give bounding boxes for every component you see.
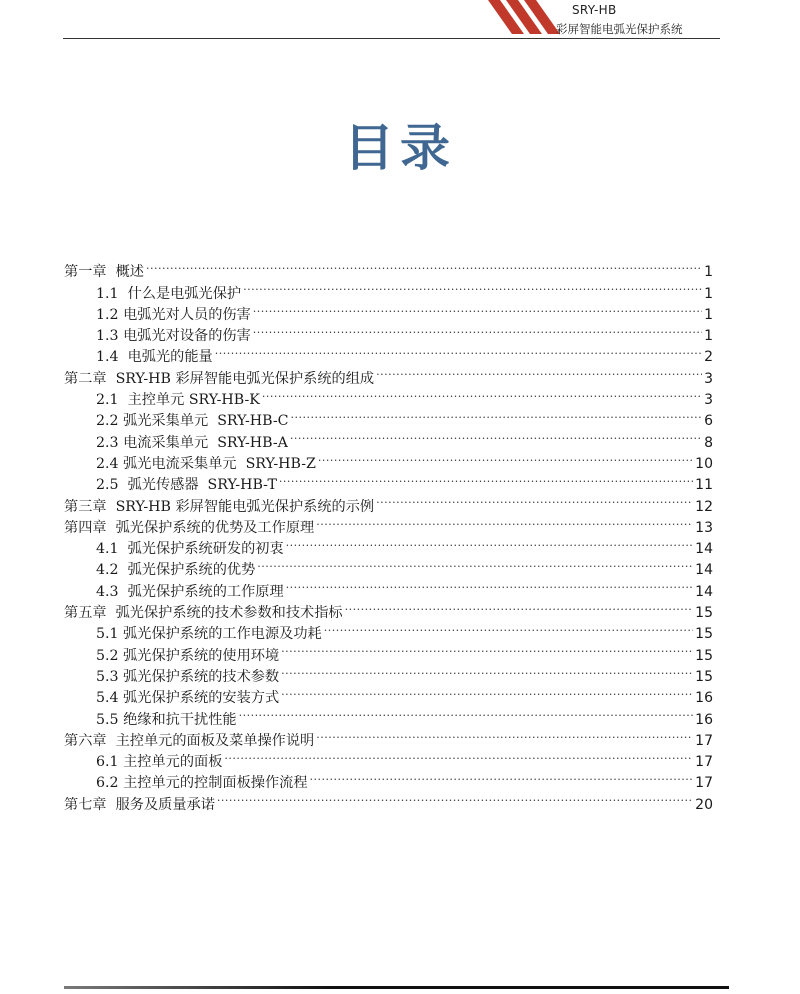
toc-entry-label: 第三章 SRY-HB 彩屏智能电弧光保护系统的示例 <box>64 498 375 515</box>
footer-divider <box>64 986 729 989</box>
toc-dot-leader <box>257 553 693 574</box>
toc-entry-page-number: 6 <box>704 413 713 430</box>
toc-dot-leader <box>279 468 693 489</box>
toc-entry-label: 第五章 弧光保护系统的技术参数和技术指标 <box>64 605 343 622</box>
toc-entry-label: 5.4 弧光保护系统的安装方式 <box>96 690 280 707</box>
toc-entry-page-number: 16 <box>695 690 713 707</box>
toc-entry-page-number: 1 <box>704 306 713 323</box>
toc-entry-label: 第一章 概述 <box>64 264 144 281</box>
header-divider <box>63 38 720 39</box>
toc-entry-label: 2.4 弧光电流采集单元 SRY-HB-Z <box>96 455 316 472</box>
toc-entry-label: 第二章 SRY-HB 彩屏智能电弧光保护系统的组成 <box>64 370 375 387</box>
toc-dot-leader <box>281 681 693 702</box>
toc-entry-page-number: 11 <box>695 477 713 494</box>
toc-entry-page-number: 15 <box>695 626 713 643</box>
toc-entry-label: 第七章 服务及质量承诺 <box>64 796 215 813</box>
table-of-contents <box>64 255 713 813</box>
toc-dot-leader <box>318 447 693 468</box>
toc-entry-label: 5.3 弧光保护系统的技术参数 <box>96 668 280 685</box>
page-title: 目录 <box>344 119 456 177</box>
toc-entry-page-number: 3 <box>704 370 713 387</box>
toc-entry-label: 6.2 主控单元的控制面板操作流程 <box>96 775 308 792</box>
toc-entry-page-number: 8 <box>704 434 713 451</box>
toc-entry-page-number: 12 <box>695 498 713 515</box>
toc-entry-page-number: 17 <box>695 732 713 749</box>
toc-entry-label: 1.4 电弧光的能量 <box>96 349 213 366</box>
toc-entry-label: 6.1 主控单元的面板 <box>96 754 223 771</box>
toc-entry-page-number: 20 <box>695 796 713 813</box>
toc-entry-label: 1.2 电弧光对人员的伤害 <box>96 306 251 323</box>
toc-entry-page-number: 15 <box>695 605 713 622</box>
toc-dot-leader <box>345 596 694 617</box>
toc-entry-page-number: 14 <box>695 562 713 579</box>
toc-dot-leader <box>324 617 693 638</box>
toc-entry-label: 2.2 弧光采集单元 SRY-HB-C <box>96 413 289 430</box>
toc-dot-leader <box>291 404 703 425</box>
toc-dot-leader <box>239 702 694 723</box>
toc-dot-leader <box>290 425 702 446</box>
toc-entry-label: 4.3 弧光保护系统的工作原理 <box>96 583 284 600</box>
toc-entry-label: 5.2 弧光保护系统的使用环境 <box>96 647 280 664</box>
header-system-name: 彩屏智能电弧光保护系统 <box>556 22 683 36</box>
toc-entry-label: 2.1 主控单元 SRY-HB-K <box>96 392 260 409</box>
toc-dot-leader <box>316 511 693 532</box>
toc-dot-leader <box>217 787 693 808</box>
toc-entry-page-number: 3 <box>704 392 713 409</box>
toc-chapter-entry[interactable] <box>64 255 713 281</box>
toc-dot-leader <box>253 319 702 340</box>
toc-entry-label: 2.3 电流采集单元 SRY-HB-A <box>96 434 288 451</box>
toc-entry-page-number: 15 <box>695 668 713 685</box>
toc-entry-page-number: 1 <box>704 328 713 345</box>
toc-entry-page-number: 14 <box>695 541 713 558</box>
toc-entry-page-number: 16 <box>695 711 713 728</box>
toc-dot-leader <box>253 298 702 319</box>
toc-entry-page-number: 13 <box>695 519 713 536</box>
toc-entry-page-number: 2 <box>704 349 713 366</box>
toc-entry-label: 1.1 什么是电弧光保护 <box>96 285 242 302</box>
page-header <box>0 0 800 40</box>
toc-entry-label: 2.5 弧光传感器 SRY-HB-T <box>96 477 277 494</box>
toc-entry-page-number: 1 <box>704 285 713 302</box>
header-stripes-logo <box>480 0 560 40</box>
toc-entry-page-number: 14 <box>695 583 713 600</box>
toc-entry-page-number: 10 <box>695 455 713 472</box>
toc-entry-page-number: 17 <box>695 754 713 771</box>
toc-entry-label: 5.5 绝缘和抗干扰性能 <box>96 711 237 728</box>
toc-entry-label: 4.1 弧光保护系统研发的初衷 <box>96 541 284 558</box>
toc-dot-leader <box>224 745 693 766</box>
toc-dot-leader <box>243 276 702 297</box>
toc-entry-label: 第六章 主控单元的面板及菜单操作说明 <box>64 732 315 749</box>
toc-dot-leader <box>281 660 693 681</box>
toc-entry-label: 第四章 弧光保护系统的优势及工作原理 <box>64 519 315 536</box>
toc-entry-page-number: 15 <box>695 647 713 664</box>
toc-entry-label: 4.2 弧光保护系统的优势 <box>96 562 256 579</box>
toc-entry-page-number: 1 <box>704 264 713 281</box>
toc-dot-leader <box>376 361 702 382</box>
toc-section-entry[interactable] <box>64 276 713 302</box>
toc-dot-leader <box>215 340 702 361</box>
toc-dot-leader <box>286 532 694 553</box>
toc-dot-leader <box>146 255 702 276</box>
toc-dot-leader <box>310 766 694 787</box>
toc-dot-leader <box>316 724 693 745</box>
toc-dot-leader <box>281 638 693 659</box>
toc-dot-leader <box>286 574 694 595</box>
toc-entry-label: 5.1 弧光保护系统的工作电源及功耗 <box>96 626 322 643</box>
header-product-code: SRY-HB <box>572 3 617 17</box>
toc-dot-leader <box>262 383 702 404</box>
toc-entry-label: 1.3 电弧光对设备的伤害 <box>96 328 251 345</box>
toc-entry-page-number: 17 <box>695 775 713 792</box>
toc-dot-leader <box>376 489 693 510</box>
